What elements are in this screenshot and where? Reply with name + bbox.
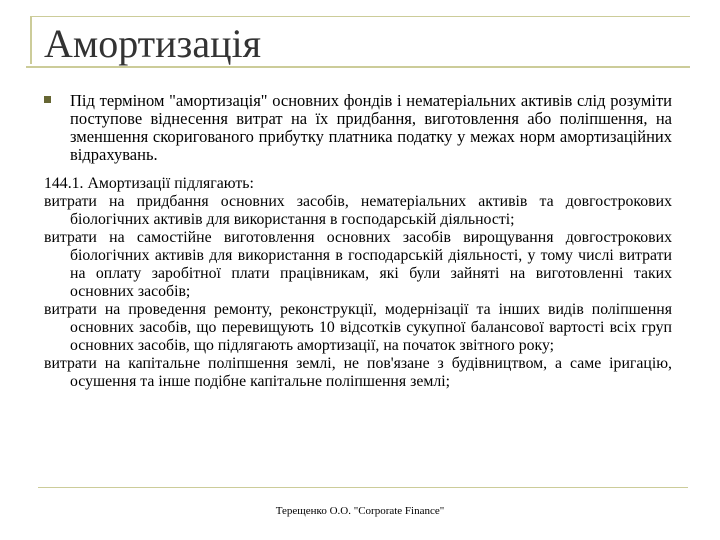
title-underline (26, 66, 690, 68)
lead-text: Під терміном "амортизація" основних фондів і нематеріальних активів слід розуміти поступове віднесення витрат на їх придбання, виготовлення або поліпшення, на зменшення скоригованого прибутку платника податку у межах норм амортизаційних відрахувань. (70, 91, 672, 164)
lead-paragraph (44, 92, 672, 164)
list-item: витрати на капітальне поліпшення землі, не пов'язане з будівництвом, а саме іригацію, осушення та інше подібне капітальне поліпшення землі; (44, 355, 672, 390)
list-item: витрати на проведення ремонту, реконструкції, модернізації та інших видів поліпшення основних засобів, що перевищують 10 відсотків сукупної балансової вартості всіх груп основних засобів, що підлягають амортизації, на початок звітного року; (44, 301, 672, 354)
square-bullet-icon (44, 96, 51, 103)
list-item: витрати на самостійне виготовлення основних засобів вирощування довгострокових біологічних активів для використання в господарській діяльності, у тому числі витрати на оплату заробітної плати працівникам, які були зайняті на виготовленні таких основних засобів; (44, 229, 672, 300)
list-item: витрати на придбання основних засобів, нематеріальних активів та довгострокових біологічних активів для використання в господарській діяльності; (44, 193, 672, 228)
frame-top-line (30, 16, 690, 17)
body-text (44, 175, 672, 391)
slide-title: Амортизація (44, 21, 262, 66)
footer-text: Терещенко О.О. "Corporate Finance" (275, 505, 445, 517)
footer-divider (38, 487, 688, 488)
section-heading: 144.1. Амортизації підлягають: (44, 175, 254, 192)
frame-vertical-line (30, 16, 32, 64)
